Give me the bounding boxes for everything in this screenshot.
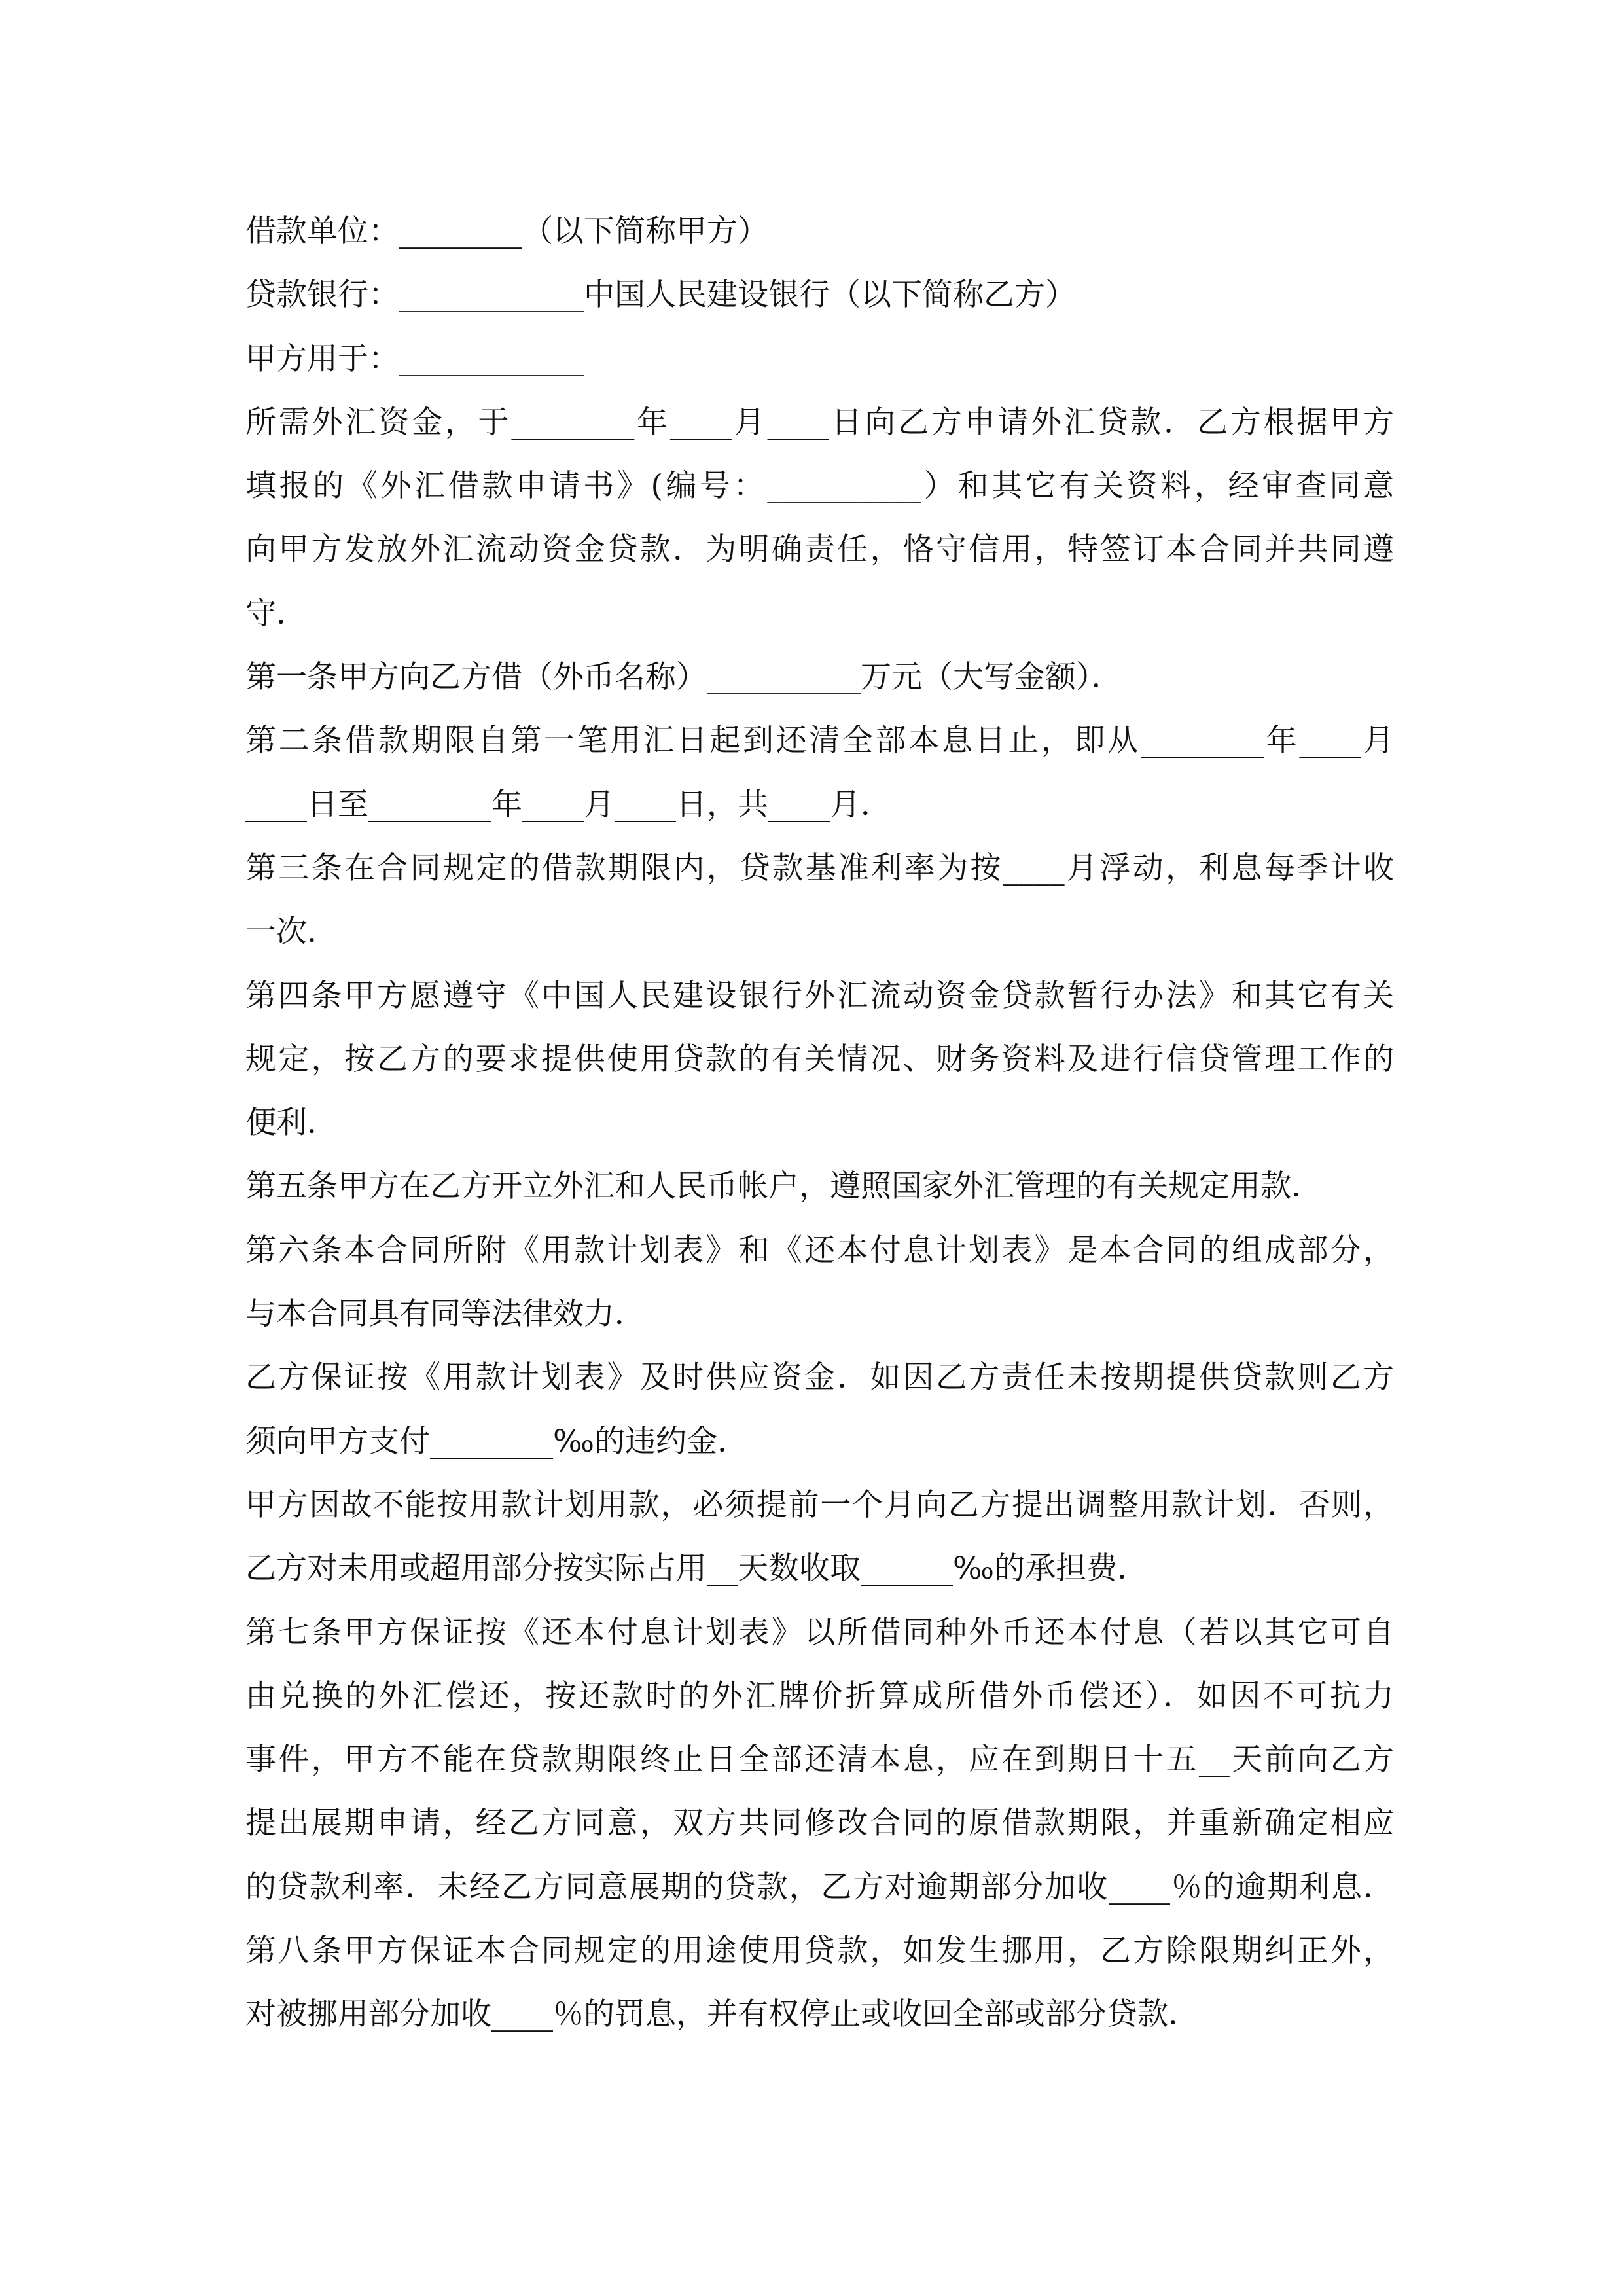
text-line: ____日至________年____月____日，共____月． — [245, 786, 891, 823]
text-line: 第七条甲方保证按《还本付息计划表》以所借同种外币还本付息（若以其它可自 — [245, 1614, 1394, 1651]
text-line: 由兑换的外汇偿还，按还款时的外汇牌价折算成所借外币偿还）．如因不可抗力 — [245, 1677, 1394, 1714]
text-line: 便利． — [245, 1105, 338, 1141]
text-line: 一次． — [245, 914, 338, 950]
text-line: 借款单位：________（以下简称甲方） — [245, 213, 768, 249]
text-line: 第二条借款期限自第一笔用汇日起到还清全部本息日止，即从________年____月 — [245, 723, 1394, 759]
text-line: 的贷款利率．未经乙方同意展期的贷款，乙方对逾期部分加收____％的逾期利息． — [245, 1869, 1394, 1905]
text-line: 甲方用于：____________ — [245, 340, 584, 377]
text-line: 所需外汇资金，于________年____月____日向乙方申请外汇贷款．乙方根据甲方 — [245, 404, 1394, 440]
text-line: 规定，按乙方的要求提供使用贷款的有关情况、财务资料及进行信贷管理工作的 — [245, 1041, 1394, 1077]
text-line: 第三条在合同规定的借款期限内，贷款基准利率为按____月浮动，利息每季计收 — [245, 850, 1394, 886]
text-line: 须向甲方支付________‰的违约金． — [245, 1423, 749, 1460]
text-line: 提出展期申请，经乙方同意，双方共同修改合同的原借款期限，并重新确定相应 — [245, 1805, 1394, 1842]
text-line: 向甲方发放外汇流动资金贷款．为明确责任，恪守信用，特签订本合同并共同遵 — [245, 531, 1394, 568]
text-line: 乙方对未用或超用部分按实际占用__天数收取______‰的承担费． — [245, 1551, 1149, 1587]
text-line: 事件，甲方不能在贷款期限终止日全部还清本息，应在到期日十五__天前向乙方 — [245, 1742, 1394, 1778]
text-line: 甲方因故不能按用款计划用款，必须提前一个月向乙方提出调整用款计划．否则， — [245, 1486, 1394, 1523]
text-line: 贷款银行：____________中国人民建设银行（以下简称乙方） — [245, 277, 1076, 314]
text-line: 填报的《外汇借款申请书》(编号：__________）和其它有关资料，经审查同意 — [245, 468, 1394, 505]
text-line: 守． — [245, 595, 307, 632]
text-line: 与本合同具有同等法律效力． — [245, 1296, 645, 1333]
text-line: 第一条甲方向乙方借（外币名称）__________万元（大写金额）． — [245, 659, 1122, 696]
text-line: 第六条本合同所附《用款计划表》和《还本付息计划表》是本合同的组成部分， — [245, 1232, 1394, 1268]
text-line: 第八条甲方保证本合同规定的用途使用贷款，如发生挪用，乙方除限期纠正外， — [245, 1933, 1394, 1969]
contract-body — [245, 200, 1394, 2047]
text-line: 第四条甲方愿遵守《中国人民建设银行外汇流动资金贷款暂行办法》和其它有关 — [245, 977, 1394, 1014]
text-line: 第五条甲方在乙方开立外汇和人民币帐户，遵照国家外汇管理的有关规定用款． — [245, 1168, 1322, 1205]
text-line: 乙方保证按《用款计划表》及时供应资金．如因乙方责任未按期提供贷款则乙方 — [245, 1359, 1394, 1396]
text-line: 对被挪用部分加收____％的罚息，并有权停止或收回全部或部分贷款． — [245, 1996, 1199, 2033]
